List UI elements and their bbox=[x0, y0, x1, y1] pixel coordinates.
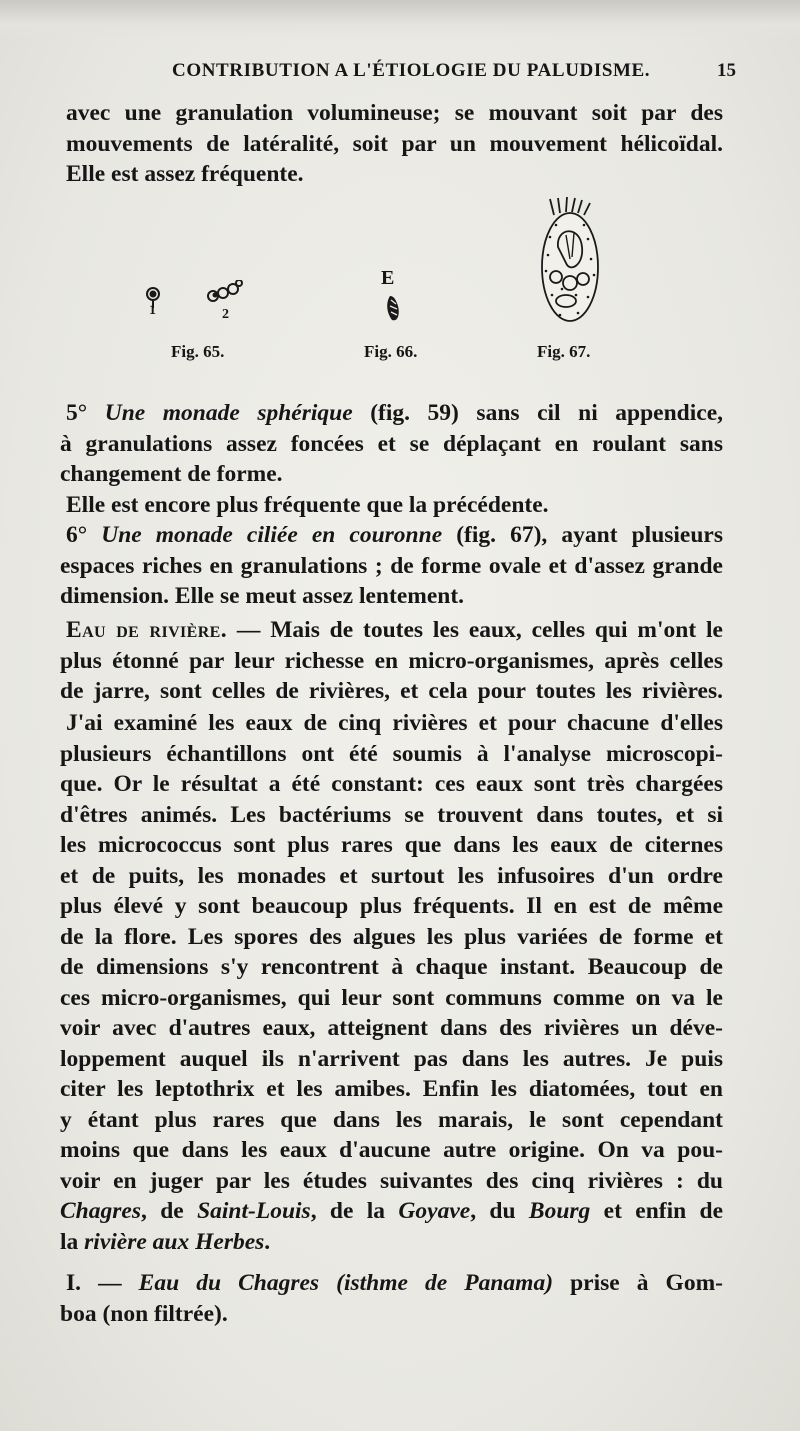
item5-paragraph bbox=[60, 398, 724, 520]
text-line: Chagres, de Saint-Louis, de la Goyave, du Bourg et enfin de bbox=[60, 1198, 724, 1224]
text-line: boa (non filtrée). bbox=[60, 1300, 228, 1327]
section-heading: Eau de rivière. bbox=[66, 617, 228, 643]
text-line: que. Or le résultat a été constant: ces eaux sont très chargées bbox=[60, 771, 723, 797]
line-rest: prise à Gom- bbox=[570, 1270, 723, 1296]
text-line: les micrococcus sont plus rares que dans les eaux de citernes bbox=[60, 832, 723, 858]
fig66-drawing bbox=[384, 294, 404, 329]
text-line: plus étonné par leur richesse en micro-organismes, après celles bbox=[60, 647, 723, 674]
line-rest: (fig. 59) sans cil ni appendice, bbox=[370, 400, 724, 426]
section1-paragraph bbox=[60, 1268, 723, 1329]
text-line: ces micro-organismes, qui leur sont communs comme on va le bbox=[60, 984, 723, 1011]
page-header bbox=[60, 60, 736, 86]
text-line bbox=[66, 398, 723, 429]
text-line: changement de forme. bbox=[60, 461, 283, 487]
text-line: citer les leptothrix et les amibes. Enfin les diatomées, tout en bbox=[60, 1076, 723, 1102]
text-line: et de puits, les monades et surtout les infusoires d'un ordre bbox=[60, 862, 723, 889]
connector: de bbox=[160, 1198, 184, 1224]
intro-paragraph bbox=[66, 98, 723, 190]
text-line: plus élevé y sont beaucoup plus fréquents. Il en est de même bbox=[60, 893, 723, 919]
river-name: Chagres bbox=[60, 1198, 141, 1224]
main-paragraph bbox=[60, 708, 724, 1257]
page-edge-shadow bbox=[0, 0, 800, 40]
fig67-drawing bbox=[536, 197, 606, 332]
fig66-label: Fig. 66. bbox=[364, 342, 418, 361]
text-line: voir en juger par les études suivantes des cinq rivières : du bbox=[60, 1167, 723, 1194]
fig65-num2: 2 bbox=[222, 307, 229, 322]
text-line: espaces riches en granulations ; de forme ovale et d'assez grande bbox=[60, 552, 723, 579]
river-name: Saint-Louis bbox=[197, 1198, 311, 1224]
text-line: plusieurs échantillons ont été soumis à l'analyse microscopi- bbox=[60, 740, 723, 767]
fig66-letter: E bbox=[381, 267, 395, 289]
fig65-num1: 1 bbox=[149, 303, 156, 318]
text-line bbox=[66, 1268, 723, 1299]
connector: la bbox=[60, 1228, 79, 1255]
item-title: Une monade sphérique bbox=[104, 400, 353, 426]
river-name: Bourg bbox=[528, 1198, 591, 1224]
text-line: de jarre, sont celles de rivières, et cela pour toutes les rivières. bbox=[60, 678, 723, 704]
item-title: Une monade ciliée en couronne bbox=[101, 522, 443, 548]
section-number: I. — bbox=[66, 1270, 122, 1296]
connector: de la bbox=[329, 1198, 386, 1224]
river-name: Goyave bbox=[398, 1198, 471, 1224]
text-line bbox=[66, 615, 723, 646]
item-number: 6° bbox=[66, 522, 88, 548]
connector: du bbox=[489, 1198, 516, 1224]
text-line: Elle est encore plus fréquente que la précédente. bbox=[66, 491, 549, 518]
text-line bbox=[66, 520, 723, 551]
text-line: mouvements de latéralité, soit par un mouvement hélicoïdal. bbox=[66, 130, 723, 157]
section-title-location: (isthme de Panama) bbox=[336, 1270, 554, 1296]
connector: et enfin de bbox=[603, 1198, 724, 1224]
item6-paragraph bbox=[60, 520, 724, 612]
text-line: dimension. Elle se meut assez lentement. bbox=[60, 583, 465, 609]
text-line: J'ai examiné les eaux de cinq rivières et pour chacune d'elles bbox=[66, 710, 723, 736]
text-line: Elle est assez fréquente. bbox=[66, 161, 304, 187]
text-line: y étant plus rares que dans les marais, le sont cependant bbox=[60, 1106, 723, 1133]
fig67-label: Fig. 67. bbox=[537, 342, 591, 361]
text-line: de la flore. Les spores des algues les plus variées de forme et bbox=[60, 923, 723, 950]
text-line: d'êtres animés. Les bactériums se trouvent dans toutes, et si bbox=[60, 801, 723, 828]
text-line: à granulations assez foncées et se déplaçant en roulant sans bbox=[60, 430, 723, 457]
text-line: voir avec d'autres eaux, atteignent dans des rivières un déve- bbox=[60, 1015, 723, 1041]
fig65-label: Fig. 65. bbox=[171, 342, 225, 361]
figures-row bbox=[0, 195, 800, 365]
text-line: moins que dans les eaux d'aucune autre origine. On va pou- bbox=[60, 1137, 723, 1163]
running-head: CONTRIBUTION A L'ÉTIOLOGIE DU PALUDISME. bbox=[172, 60, 651, 81]
text-line: la rivière aux Herbes. bbox=[60, 1228, 271, 1255]
page-number: 15 bbox=[717, 60, 736, 81]
fig65-drawing bbox=[145, 280, 255, 330]
line-rest: (fig. 67), ayant plusieurs bbox=[456, 522, 724, 548]
river-name: rivière aux Herbes bbox=[84, 1228, 265, 1255]
riviere-paragraph bbox=[60, 615, 723, 707]
text-line: de dimensions s'y rencontrent à chaque instant. Beaucoup de bbox=[60, 954, 723, 980]
line-rest: — Mais de toutes les eaux, celles qui m'ont le bbox=[236, 617, 723, 643]
text-line: avec une granulation volumineuse; se mouvant soit par des bbox=[66, 100, 723, 126]
section-title: Eau du Chagres bbox=[138, 1270, 320, 1296]
text-line: loppement auquel ils n'arrivent pas dans les autres. Je puis bbox=[60, 1045, 723, 1072]
item-number: 5° bbox=[66, 400, 88, 426]
